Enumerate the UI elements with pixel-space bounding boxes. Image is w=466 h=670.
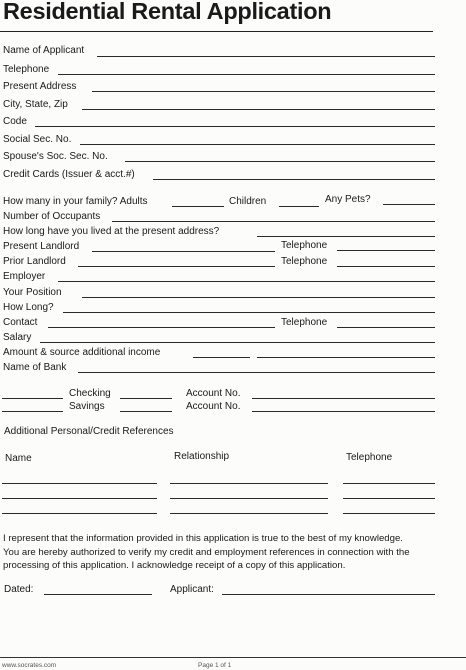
social-sec-label: Social Sec. No.: [3, 134, 72, 145]
social-sec-field[interactable]: [80, 144, 435, 145]
credit-cards-label: Credit Cards (Issuer & acct.#): [3, 169, 135, 180]
savings-field[interactable]: [2, 411, 63, 412]
salary-label: Salary: [3, 332, 32, 343]
spouse-soc-sec-field[interactable]: [125, 161, 435, 162]
additional-income-source-field[interactable]: [257, 357, 435, 358]
reference-1-relationship-field[interactable]: [170, 483, 328, 484]
applicant-name-field[interactable]: [97, 56, 435, 57]
prior-landlord-field[interactable]: [78, 266, 275, 267]
checking-label: Checking: [69, 388, 111, 399]
reference-1-name-field[interactable]: [2, 483, 157, 484]
position-field[interactable]: [82, 297, 435, 298]
present-landlord-phone-label: Telephone: [281, 240, 328, 251]
bank-name-label: Name of Bank: [3, 362, 67, 373]
telephone-field[interactable]: [58, 74, 435, 75]
adults-field[interactable]: [172, 206, 224, 207]
dated-field[interactable]: [44, 594, 152, 595]
pets-field[interactable]: [383, 204, 435, 205]
employer-label: Employer: [3, 271, 46, 282]
city-state-zip-label: City, State, Zip: [3, 99, 68, 110]
account-no-2-field[interactable]: [252, 411, 435, 412]
applicant-name-label: Name of Applicant: [3, 45, 85, 56]
salary-field[interactable]: [40, 342, 435, 343]
bank-name-field[interactable]: [78, 372, 435, 373]
reference-2-telephone-field[interactable]: [343, 498, 435, 499]
present-landlord-label: Present Landlord: [3, 241, 80, 252]
how-long-label: How Long?: [3, 302, 54, 313]
children-label: Children: [229, 196, 267, 207]
additional-income-label: Amount & source additional income: [3, 347, 161, 358]
employer-field[interactable]: [58, 281, 435, 282]
checking-amount-field[interactable]: [120, 398, 172, 399]
telephone-label: Telephone: [3, 64, 50, 75]
how-long-present-label: How long have you lived at the present address?: [3, 226, 220, 237]
prior-landlord-phone-label: Telephone: [281, 256, 328, 267]
title-underline: [0, 31, 433, 32]
reference-2-name-field[interactable]: [2, 498, 157, 499]
applicant-signature-label: Applicant:: [170, 584, 214, 595]
contact-phone-field[interactable]: [337, 327, 435, 328]
contact-phone-label: Telephone: [281, 317, 328, 328]
account-no-1-label: Account No.: [186, 388, 241, 399]
spouse-soc-sec-label: Spouse's Soc. Sec. No.: [3, 151, 108, 162]
how-long-present-field[interactable]: [257, 236, 435, 237]
position-label: Your Position: [3, 287, 62, 298]
statement-line-2: You are hereby authorized to verify my credit and employment references in connection with the: [3, 547, 410, 558]
additional-income-amount-field[interactable]: [193, 357, 250, 358]
statement-line-3: processing of this application. I acknowledge receipt of a copy of this application.: [3, 560, 346, 571]
occupants-label: Number of Occupants: [3, 211, 101, 222]
code-field[interactable]: [35, 126, 435, 127]
page-title: Residential Rental Application: [3, 0, 332, 24]
references-heading: Additional Personal/Credit References: [4, 426, 174, 437]
references-col-telephone: Telephone: [346, 452, 393, 463]
present-address-label: Present Address: [3, 81, 77, 92]
present-landlord-phone-field[interactable]: [337, 250, 435, 251]
contact-label: Contact: [3, 317, 38, 328]
applicant-signature-field[interactable]: [222, 594, 435, 595]
reference-2-relationship-field[interactable]: [170, 498, 328, 499]
prior-landlord-label: Prior Landlord: [3, 256, 66, 267]
account-no-2-label: Account No.: [186, 401, 241, 412]
contact-field[interactable]: [48, 327, 275, 328]
reference-1-telephone-field[interactable]: [343, 483, 435, 484]
family-adults-label: How many in your family? Adults: [3, 196, 148, 207]
savings-amount-field[interactable]: [120, 411, 172, 412]
reference-3-relationship-field[interactable]: [170, 513, 328, 514]
savings-label: Savings: [69, 401, 105, 412]
pets-label: Any Pets?: [325, 194, 371, 205]
reference-3-telephone-field[interactable]: [343, 513, 435, 514]
footer-site: www.socrates.com: [2, 662, 57, 669]
footer-page-number: Page 1 of 1: [198, 662, 232, 669]
present-address-field[interactable]: [92, 91, 435, 92]
references-col-name: Name: [5, 453, 32, 464]
present-landlord-field[interactable]: [92, 251, 275, 252]
credit-cards-field[interactable]: [153, 179, 435, 180]
references-col-relationship: Relationship: [174, 451, 230, 462]
dated-label: Dated:: [4, 584, 34, 595]
code-label: Code: [3, 116, 27, 127]
city-state-zip-field[interactable]: [82, 109, 435, 110]
how-long-field[interactable]: [63, 312, 435, 313]
reference-3-name-field[interactable]: [2, 513, 157, 514]
statement-line-1: I represent that the information provided in this application is true to the best of my knowledge.: [3, 533, 403, 544]
checking-field[interactable]: [2, 398, 63, 399]
children-field[interactable]: [279, 206, 319, 207]
account-no-1-field[interactable]: [252, 398, 435, 399]
occupants-field[interactable]: [112, 221, 435, 222]
footer-rule: [0, 657, 466, 658]
prior-landlord-phone-field[interactable]: [337, 266, 435, 267]
